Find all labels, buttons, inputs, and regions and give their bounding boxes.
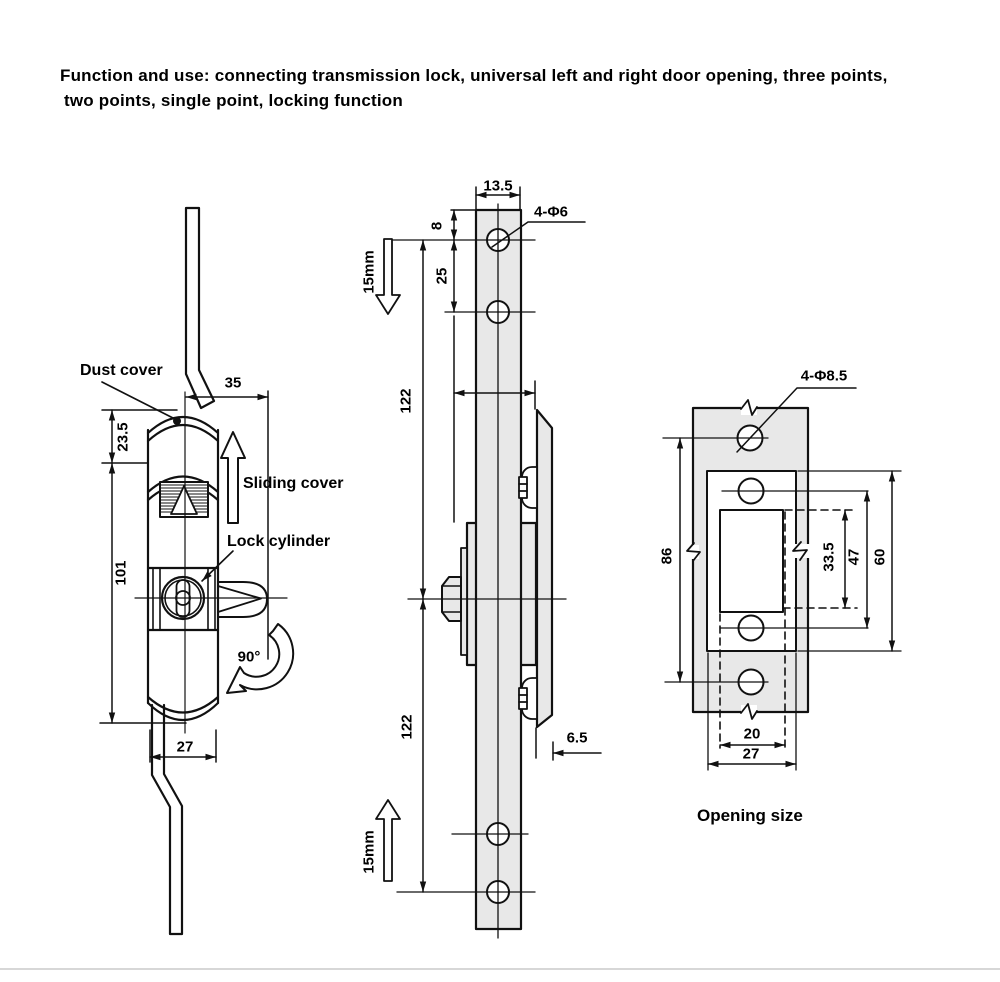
travel-lower-15mm-label: 15mm bbox=[360, 830, 378, 874]
lock-cylinder-label: Lock cylinder bbox=[227, 533, 331, 550]
dim-top-width-35: 35 bbox=[224, 374, 242, 392]
dim-opening-width-27: 27 bbox=[742, 745, 760, 763]
front-view-drawing bbox=[376, 187, 601, 938]
dim-hole-spacing-25: 25 bbox=[433, 267, 451, 285]
dim-overall-height-86: 86 bbox=[658, 547, 676, 565]
dim-cutout-height-33-5: 33.5 bbox=[820, 542, 838, 572]
dim-cutout-width-20: 20 bbox=[743, 725, 761, 743]
hole-spec-4phi6-label: 4-Φ6 bbox=[534, 203, 568, 221]
dim-hole-pitch-47: 47 bbox=[845, 548, 863, 566]
dim-opening-height-60: 60 bbox=[871, 548, 889, 566]
dim-body-height-101: 101 bbox=[112, 560, 130, 586]
header-line-1: Function and use: connecting transmission lock, universal left and right door opening, three points, bbox=[60, 66, 888, 85]
bottom-divider bbox=[0, 968, 1000, 970]
dim-upper-rod-122: 122 bbox=[397, 388, 415, 414]
hole-spec-4phi85-label: 4-Φ8.5 bbox=[800, 367, 848, 385]
travel-upper-15mm-label: 15mm bbox=[360, 250, 378, 294]
opening-size-caption: Opening size bbox=[697, 806, 803, 825]
dim-plate-offset-6-5: 6.5 bbox=[566, 729, 588, 747]
opening-view-drawing bbox=[663, 388, 901, 770]
dust-cover-label: Dust cover bbox=[80, 362, 163, 379]
header-line-2: two points, single point, locking function bbox=[64, 91, 403, 110]
dim-hole-offset-8: 8 bbox=[428, 221, 446, 231]
dim-bar-width-13-5: 13.5 bbox=[483, 177, 513, 195]
dim-head-height-23-5: 23.5 bbox=[114, 422, 132, 452]
dim-lower-rod-122: 122 bbox=[398, 714, 416, 740]
rotation-90-label: 90° bbox=[237, 648, 261, 666]
dim-bottom-width-27: 27 bbox=[176, 738, 194, 756]
sliding-cover-label: Sliding cover bbox=[243, 475, 344, 492]
